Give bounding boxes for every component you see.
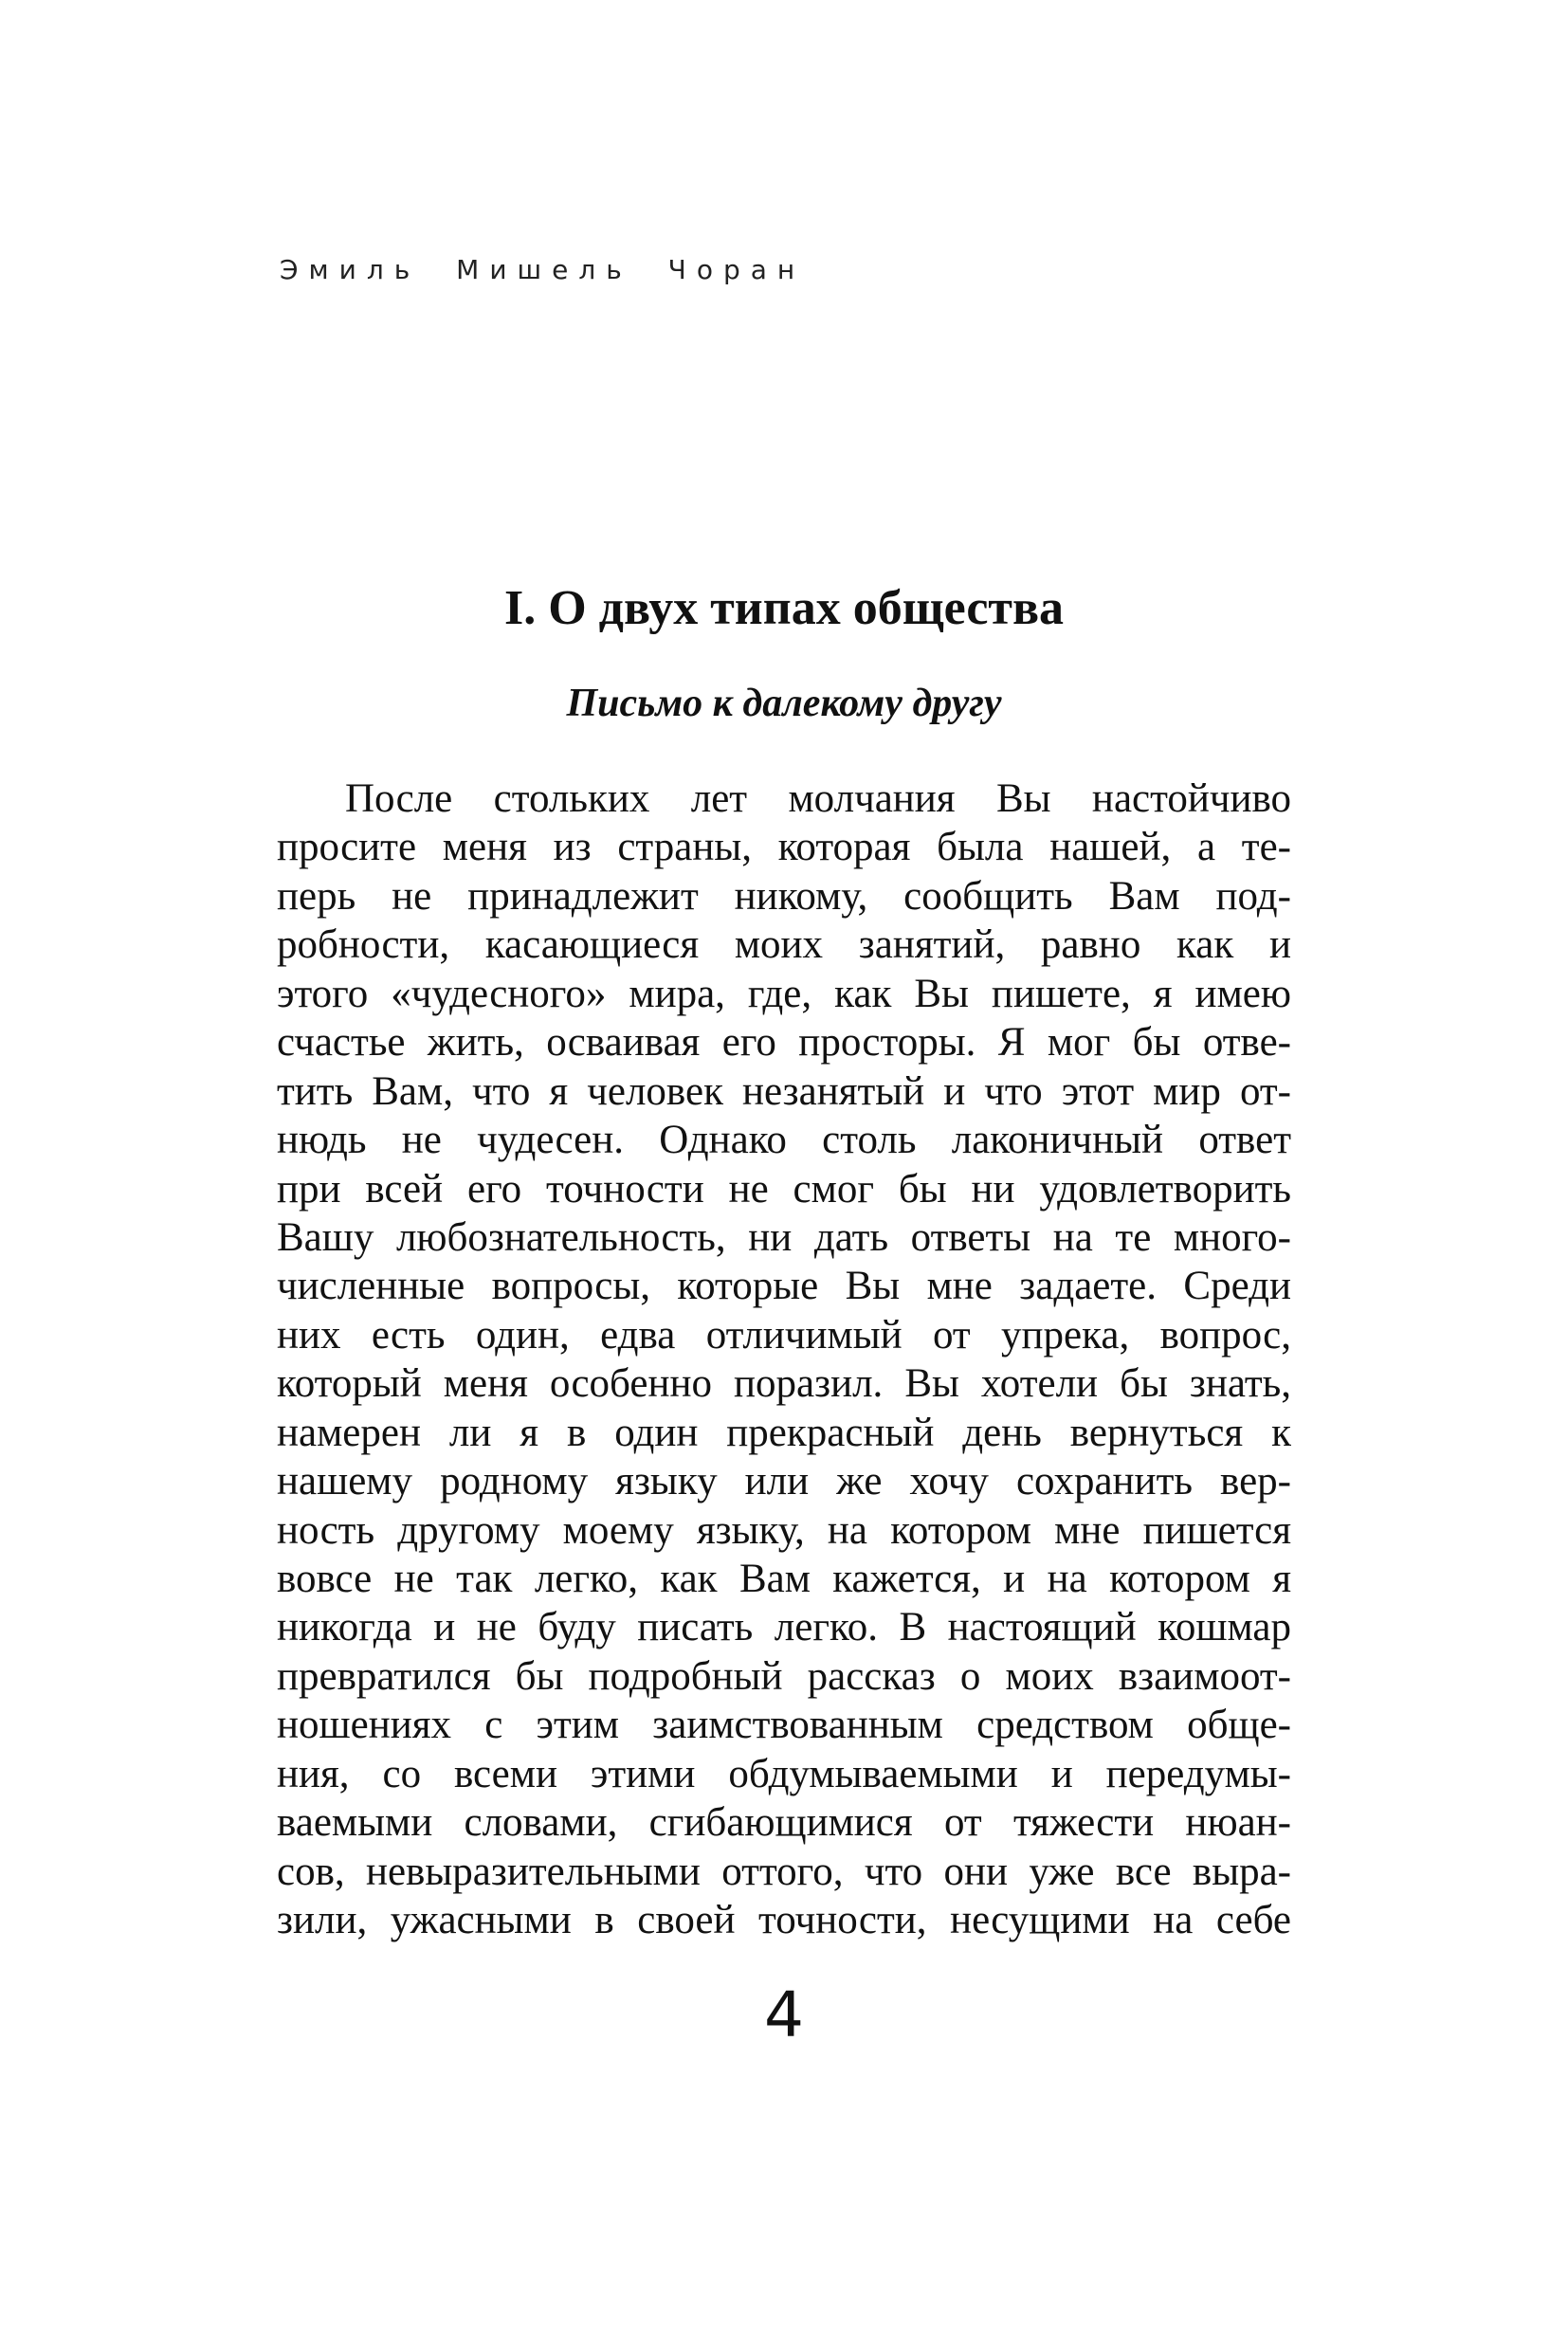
text-line: перь не принадлежит никому, сообщить Вам под- <box>277 873 1291 919</box>
text-line: этого «чудесного» мира, где, как Вы пишете, я имею <box>277 971 1291 1016</box>
text-line: нюдь не чудесен. Однако столь лаконичный ответ <box>277 1118 1291 1163</box>
text-line: ношениях с этим заимствованным средством обще- <box>277 1703 1291 1748</box>
text-line: намерен ли я в один прекрасный день вернуться к <box>277 1410 1291 1455</box>
chapter-subtitle: Письмо к далекому другу <box>566 682 1002 725</box>
text-line: просите меня из страны, которая была нашей, а те- <box>277 825 1291 870</box>
running-head-author: Эмиль Мишель Чоран <box>280 254 806 285</box>
text-line: Вашу любознательность, ни дать ответы на те много- <box>277 1214 1291 1260</box>
text-line: ность другому моему языку, на котором мне пишется <box>277 1507 1291 1553</box>
text-line: робности, касающиеся моих занятий, равно как и <box>277 922 1291 968</box>
body-paragraph <box>277 775 1291 1945</box>
text-line: счастье жить, осваивая его просторы. Я мог бы отве- <box>277 1020 1291 1066</box>
text-line: вовсе не так легко, как Вам кажется, и на котором я <box>277 1557 1291 1601</box>
text-line: зили, ужасными в своей точности, несущими на себе <box>277 1898 1291 1943</box>
text-line: численные вопросы, которые Вы мне задаете. Среди <box>277 1264 1291 1309</box>
text-line: ния, со всеми этими обдумываемыми и передумы- <box>277 1751 1291 1796</box>
text-line: них есть один, едва отличимый от упрека, вопрос, <box>277 1312 1291 1358</box>
text-line: который меня особенно поразил. Вы хотели бы знать, <box>277 1361 1291 1407</box>
text-line: никогда и не буду писать легко. В настоящий кошмар <box>277 1605 1291 1650</box>
chapter-title: I. О двух типах общества <box>503 581 1065 635</box>
text-line: при всей его точности не смог бы ни удовлетворить <box>277 1166 1291 1212</box>
text-line: превратился бы подробный рассказ о моих взаимоот- <box>277 1653 1291 1699</box>
text-line: нашему родному языку или же хочу сохранить вер- <box>277 1459 1291 1504</box>
page-number: 4 <box>764 1978 804 2051</box>
text-line: ваемыми словами, сгибающимися от тяжести нюан- <box>277 1800 1291 1846</box>
text-line: После стольких лет молчания Вы настойчиво <box>345 776 1291 821</box>
text-line: тить Вам, что я человек незанятый и что этот мир от- <box>277 1068 1291 1114</box>
text-line: сов, невыразительными оттого, что они уже все выра- <box>277 1849 1291 1894</box>
